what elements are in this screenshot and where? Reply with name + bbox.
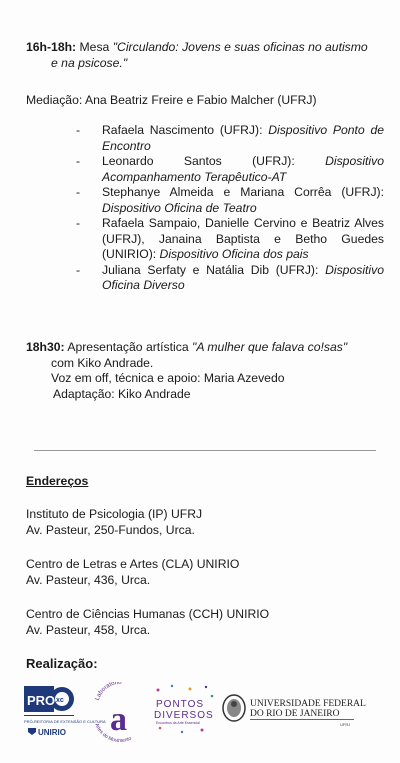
session-2-title: "A mulher que falava co!sas" <box>192 340 348 354</box>
proexc-logo <box>22 682 106 742</box>
svg-text:UNIVERSIDADE FEDERAL: UNIVERSIDADE FEDERAL <box>250 699 366 709</box>
session-2-time: 18h30: <box>26 340 65 354</box>
svg-text:Encontros da Arte Essencial: Encontros da Arte Essencial <box>156 721 200 725</box>
svg-text:UFRJ: UFRJ <box>340 722 351 727</box>
address-name: Centro de Ciências Humanas (CCH) UNIRIO <box>26 607 270 621</box>
list-item: - Leonardo Santos (UFRJ): Dispositivo Acompanhamento Terapêutico-AT <box>76 154 384 185</box>
session-1-title-cont: e na psicose." <box>51 55 128 70</box>
session-2-adaptation: Adaptação: Kiko Andrade <box>53 386 191 401</box>
svg-text:xc: xc <box>56 697 64 704</box>
address-street: Av. Pasteur, 250-Fundos, Urca. <box>26 522 195 537</box>
svg-text:DO RIO DE JANEIRO: DO RIO DE JANEIRO <box>250 709 340 719</box>
session-1-title: "Circulando: Jovens e suas oficinas no autismo <box>112 40 368 54</box>
svg-text:Laboratório: Laboratório <box>94 682 122 702</box>
address-name: Instituto de Psicologia (IP) UFRJ <box>26 507 203 521</box>
svg-text:UNIRIO: UNIRIO <box>38 728 66 737</box>
address-street: Av. Pasteur, 458, Urca. <box>26 622 151 637</box>
mediation: Mediação: Ana Beatriz Freire e Fabio Malcher (UFRJ) <box>26 93 317 107</box>
ufrj-emblem-icon <box>222 682 366 742</box>
session-1-time: 16h-18h: <box>26 40 77 54</box>
address-ip <box>26 507 384 538</box>
session-1 <box>26 40 384 71</box>
pontos-diversos-logo <box>152 682 218 742</box>
svg-text:PRO: PRO <box>27 693 56 708</box>
realizacao-heading: Realização: <box>26 656 98 671</box>
session-1-label: Mesa <box>79 40 110 54</box>
list-item: - Rafaela Sampaio, Danielle Cervino e Beatriz Alves (UFRJ), Janaina Baptista e Betho Guedes (UNIRIO): Dispositivo Oficina dos pais <box>76 216 384 263</box>
speaker-list <box>76 123 384 294</box>
address-cch <box>26 607 384 638</box>
list-item: - Stephanye Almeida e Mariana Corrêa (UFRJ): Dispositivo Oficina de Teatro <box>76 185 384 216</box>
ufrj-logo <box>222 682 366 742</box>
session-2-label: Apresentação artística <box>67 340 189 354</box>
session-1-heading <box>26 40 384 56</box>
svg-text:a: a <box>110 701 127 738</box>
svg-text:PONTOS: PONTOS <box>156 699 205 710</box>
pontos-diversos-emblem-icon <box>152 682 218 742</box>
sponsor-logos <box>22 682 382 746</box>
list-item: - Rafaela Nascimento (UFRJ): Dispositivo Ponto de Encontro <box>76 123 384 154</box>
session-2-with: com Kiko Andrade. <box>51 355 154 370</box>
address-street: Av. Pasteur, 436, Urca. <box>26 572 151 587</box>
svg-text:PRÓ-REITORIA DE EXTENSÃO E CUL: PRÓ-REITORIA DE EXTENSÃO E CULTURA <box>24 719 106 724</box>
proexc-emblem-icon <box>22 682 106 742</box>
session-2-credits: Voz em off, técnica e apoio: Maria Azevedo <box>51 371 285 385</box>
addresses-heading: Endereços <box>26 474 89 488</box>
lab-artes-logo <box>88 682 152 742</box>
svg-text:DIVERSOS: DIVERSOS <box>154 710 214 721</box>
divider <box>34 450 376 451</box>
list-item: - Juliana Serfaty e Natália Dib (UFRJ): Dispositivo Oficina Diverso <box>76 263 384 294</box>
address-cla <box>26 557 384 588</box>
address-name: Centro de Letras e Artes (CLA) UNIRIO <box>26 557 240 571</box>
lab-artes-emblem-icon <box>88 682 152 742</box>
svg-text:Artes do Movimento: Artes do Movimento <box>93 722 133 742</box>
session-2-heading <box>26 340 384 356</box>
session-2 <box>26 340 384 402</box>
